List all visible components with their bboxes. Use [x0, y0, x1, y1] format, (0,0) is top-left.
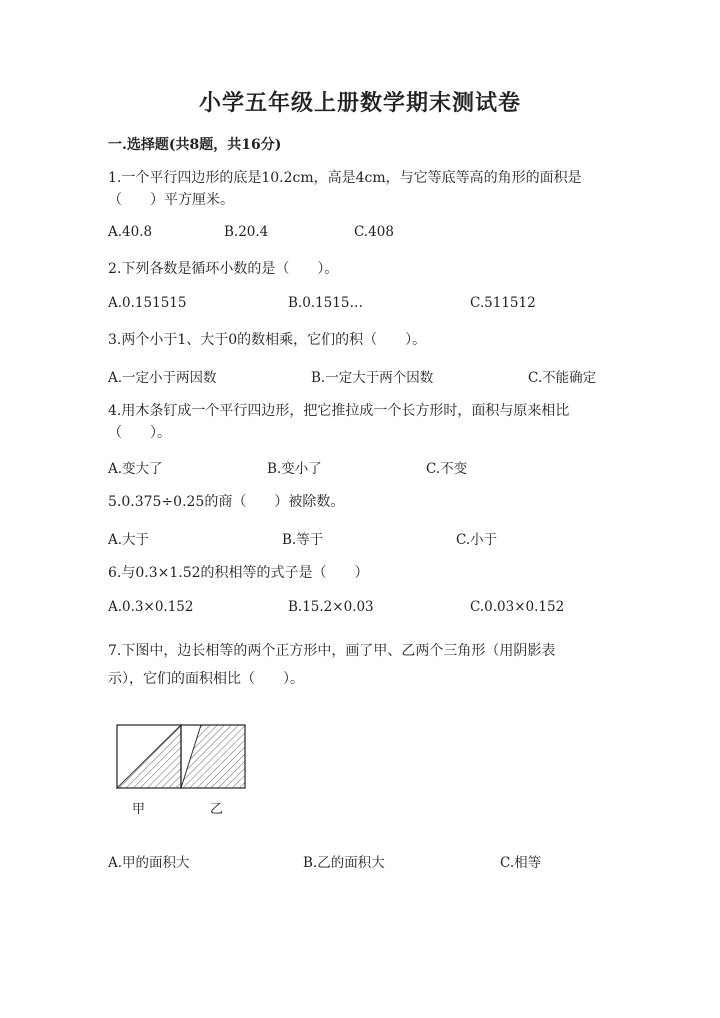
question-2-line1: 2.下列各数是循环小数的是（ ）。	[108, 261, 339, 277]
label-yi: 乙	[210, 802, 224, 817]
question-1-line2: （ ）平方厘米。	[108, 192, 234, 208]
option-5c: C.小于	[456, 532, 498, 548]
section-heading: 一.选择题(共8题，共16分)	[108, 137, 282, 153]
question-2	[108, 258, 608, 280]
option-7a: A.甲的面积大	[108, 855, 190, 871]
triangle-yi-shaded	[181, 725, 245, 788]
option-2c: C.511512	[470, 295, 536, 311]
question-3	[108, 329, 608, 351]
option-3b: B.一定大于两个因数	[311, 370, 434, 386]
option-7b: B.乙的面积大	[303, 855, 385, 871]
option-6b: B.15.2×0.03	[288, 599, 374, 615]
question-5-line1: 5.0.375÷0.25的商（ ）被除数。	[108, 494, 345, 510]
question-7-line1: 7.下图中，边长相等的两个正方形中，画了甲、乙两个三角形（用阴影表	[108, 643, 556, 659]
squares-figure	[114, 722, 254, 826]
page-title: 小学五年级上册数学期末测试卷	[198, 90, 521, 116]
triangle-jia	[117, 725, 181, 788]
question-1	[108, 167, 608, 211]
option-1a: A.40.8	[108, 224, 153, 240]
question-6-line1: 6.与0.3×1.52的积相等的式子是（ ）	[108, 565, 369, 581]
option-1b: B.20.4	[224, 224, 269, 240]
question-5	[108, 491, 608, 513]
question-7	[108, 634, 608, 690]
option-2a: A.0.151515	[108, 295, 187, 311]
question-7-line2: 示），它们的面积相比（ ）。	[108, 671, 304, 687]
option-6a: A.0.3×0.152	[108, 599, 194, 615]
option-5b: B.等于	[282, 532, 324, 548]
option-7c: C.相等	[500, 855, 542, 871]
question-3-line1: 3.两个小于1、大于0的数相乘，它们的积（ ）。	[108, 332, 427, 348]
option-4a: A.变大了	[108, 461, 163, 477]
option-6c: C.0.03×0.152	[470, 599, 565, 615]
question-1-line1: 1.一个平行四边形的底是10.2cm，高是4cm，与它等底等高的角形的面积是	[108, 170, 582, 186]
question-6	[108, 562, 608, 584]
option-5a: A.大于	[108, 532, 150, 548]
option-2b: B.0.1515…	[288, 295, 363, 311]
question-4-line1: 4.用木条钉成一个平行四边形，把它推拉成一个长方形时，面积与原来相比	[108, 403, 570, 419]
option-4b: B.变小了	[267, 461, 322, 477]
label-jia: 甲	[132, 802, 146, 817]
question-4	[108, 400, 608, 444]
question-4-line2: （ ）。	[108, 425, 171, 441]
option-4c: C.不变	[426, 461, 468, 477]
option-1c: C.408	[354, 224, 394, 240]
option-3c: C.不能确定	[528, 370, 597, 386]
option-3a: A.一定小于两因数	[108, 370, 217, 386]
